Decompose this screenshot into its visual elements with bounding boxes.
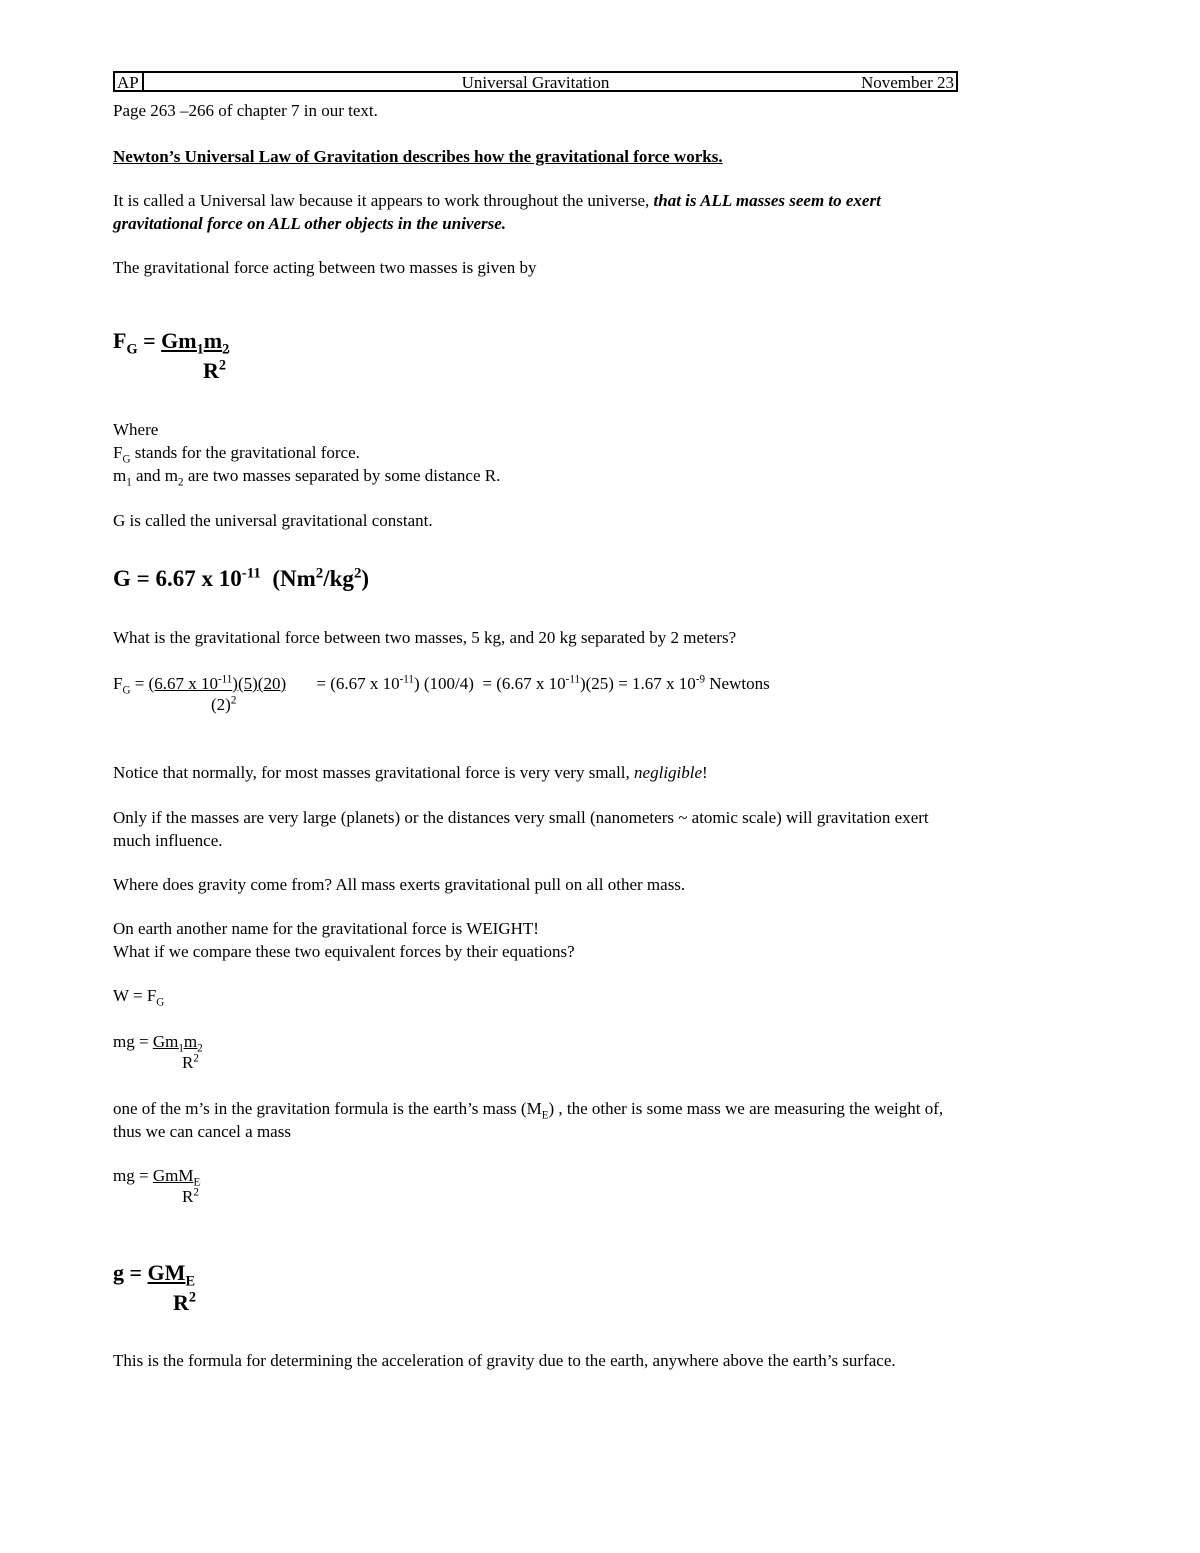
formula-num-b: m xyxy=(203,328,223,353)
calc-den-a: (2) xyxy=(211,695,231,714)
g-equation xyxy=(113,1260,195,1290)
mg2-num: GmM xyxy=(152,1166,194,1185)
calc-s2-exp: -11 xyxy=(399,673,414,686)
question: What is the gravitational force between two masses, 5 kg, and 20 kg separated by 2 meters? xyxy=(113,628,737,647)
g-eq-numerator xyxy=(147,1260,195,1290)
mg1-denominator xyxy=(182,1053,199,1073)
calc-den-sup: 2 xyxy=(230,694,237,707)
only-if-line-2: much influence. xyxy=(113,831,223,850)
calc-numerator xyxy=(149,674,313,693)
para-universal-1 xyxy=(113,191,881,211)
mg2-denominator xyxy=(182,1187,199,1207)
calc-lhs: F xyxy=(113,674,123,693)
cancel-1-sub: E xyxy=(541,1109,549,1122)
mg1-sub1: 1 xyxy=(178,1042,184,1055)
mg-equation-1 xyxy=(113,1032,203,1055)
cancel-line-1 xyxy=(113,1099,944,1122)
g-eq-sup: 2 xyxy=(188,1289,197,1306)
calc-num-exp: -11 xyxy=(217,673,233,686)
cancel-line-2: thus we can cancel a mass xyxy=(113,1122,291,1141)
where-line1-sub: G xyxy=(122,453,131,466)
w-equals-fg xyxy=(113,986,165,1009)
formula-lhs: F xyxy=(113,328,127,353)
g-eq-sub: E xyxy=(185,1273,195,1290)
calc-denominator xyxy=(211,695,236,715)
para-universal-text: It is called a Universal law because it appears to work throughout the universe, xyxy=(113,191,654,210)
calc-s2-b: ) (100/4) = (6.67 x 10 xyxy=(413,674,566,693)
formula-lhs-sub: G xyxy=(126,341,138,358)
notice xyxy=(113,763,708,783)
header-date: November 23 xyxy=(860,73,954,92)
g-const-a: G = 6.67 x 10 xyxy=(113,566,242,591)
mg1-num: Gm xyxy=(152,1032,179,1051)
mg2-den: R xyxy=(182,1187,194,1206)
where-gravity: Where does gravity come from? All mass exerts gravitational pull on all other mass. xyxy=(113,875,686,894)
where-line2-a: m xyxy=(113,466,127,485)
calc-s2-exp2: -11 xyxy=(565,673,580,686)
formula-gravitation xyxy=(113,328,230,358)
formula-den-sup: 2 xyxy=(218,357,227,374)
calc-num-a: (6.67 x 10 xyxy=(148,674,218,693)
para-force-intro: The gravitational force acting between two masses is given by xyxy=(113,258,537,277)
mg1-num2: m xyxy=(183,1032,198,1051)
para-universal-2: gravitational force on ALL other objects in the universe. xyxy=(113,214,507,233)
g-const-b: (Nm xyxy=(260,566,316,591)
intro-line: Page 263 –266 of chapter 7 in our text. xyxy=(113,101,378,120)
w-eq-a: W = F xyxy=(113,986,157,1005)
w-eq-sub: G xyxy=(156,996,165,1009)
notice-em: negligible xyxy=(634,763,703,782)
g-const-exp: -11 xyxy=(241,565,261,582)
g-eq-a: g = xyxy=(113,1260,148,1285)
mg1-sup: 2 xyxy=(193,1052,199,1065)
where-line1-b: stands for the gravitational force. xyxy=(130,443,360,462)
calc-eq: = xyxy=(130,674,149,693)
calc-s2-exp3: -9 xyxy=(695,673,706,686)
g-intro: G is called the universal gravitational constant. xyxy=(113,511,433,530)
section-heading: Newton’s Universal Law of Gravitation describes how the gravitational force works. xyxy=(113,147,723,166)
where-line-1 xyxy=(113,443,360,466)
calc-num-b: )(5)(20) xyxy=(232,674,287,693)
weight-line-1: On earth another name for the gravitational force is WEIGHT! xyxy=(113,919,539,938)
mg2-numerator xyxy=(152,1166,201,1189)
weight-line-2: What if we compare these two equivalent forces by their equations? xyxy=(113,942,575,961)
cancel-1-b: ) , the other is some mass we are measuring the weight of, xyxy=(548,1099,944,1118)
g-const-c: /kg xyxy=(323,566,354,591)
where-line2-b: and m xyxy=(131,466,179,485)
calc-s2-d: Newtons xyxy=(705,674,770,693)
formula-num-a: Gm xyxy=(161,328,197,353)
para-universal-emphasis: that is ALL masses seem to exert xyxy=(653,191,881,210)
g-const-d: ) xyxy=(361,566,370,591)
final-line: This is the formula for determining the acceleration of gravity due to the earth, anywhere above the earth’s surface. xyxy=(113,1351,896,1370)
calc-s2-c: )(25) = 1.67 x 10 xyxy=(579,674,696,693)
mg-equation-2 xyxy=(113,1166,201,1189)
g-eq-num: GM xyxy=(147,1260,186,1285)
only-if-line-1: Only if the masses are very large (planets) or the distances very small (nanometers ~ atomic scale) will gravitation exert xyxy=(113,808,929,827)
formula-den: R xyxy=(203,358,219,383)
where-line2-sub2: 2 xyxy=(178,476,184,489)
mg1-sub2: 2 xyxy=(197,1042,203,1055)
where-line-2 xyxy=(113,466,501,489)
calculation-line xyxy=(113,673,770,697)
formula-numerator xyxy=(161,328,230,358)
where-line2-sub1: 1 xyxy=(126,476,132,489)
where-line2-c: are two masses separated by some distance R. xyxy=(183,466,501,485)
mg1-numerator xyxy=(152,1032,203,1055)
mg2-a: mg = xyxy=(113,1166,153,1185)
mg2-sub: E xyxy=(193,1176,201,1189)
where-line1-a: F xyxy=(113,443,123,462)
header-left: AP xyxy=(117,73,139,92)
notice-b: ! xyxy=(702,763,708,782)
where-title: Where xyxy=(113,420,159,439)
mg1-den: R xyxy=(182,1053,194,1072)
notice-a: Notice that normally, for most masses gravitational force is very very small, xyxy=(113,763,635,782)
calc-s2-a: = (6.67 x 10 xyxy=(312,674,400,693)
mg2-sup: 2 xyxy=(193,1186,199,1199)
formula-num-sub1: 1 xyxy=(196,341,204,358)
g-eq-den: R xyxy=(173,1290,189,1315)
cancel-1-a: one of the m’s in the gravitation formula is the earth’s mass (M xyxy=(113,1099,542,1118)
formula-num-sub2: 2 xyxy=(222,341,230,358)
formula-denominator xyxy=(203,358,226,384)
g-const-sup2: 2 xyxy=(353,565,362,582)
mg1-a: mg = xyxy=(113,1032,153,1051)
formula-equals: = xyxy=(137,328,162,353)
header-title: Universal Gravitation xyxy=(461,73,610,92)
header-box xyxy=(113,71,958,92)
g-const-sup1: 2 xyxy=(315,565,324,582)
g-constant xyxy=(113,566,369,592)
g-eq-denominator xyxy=(173,1290,196,1316)
calc-lhs-sub: G xyxy=(122,684,131,697)
